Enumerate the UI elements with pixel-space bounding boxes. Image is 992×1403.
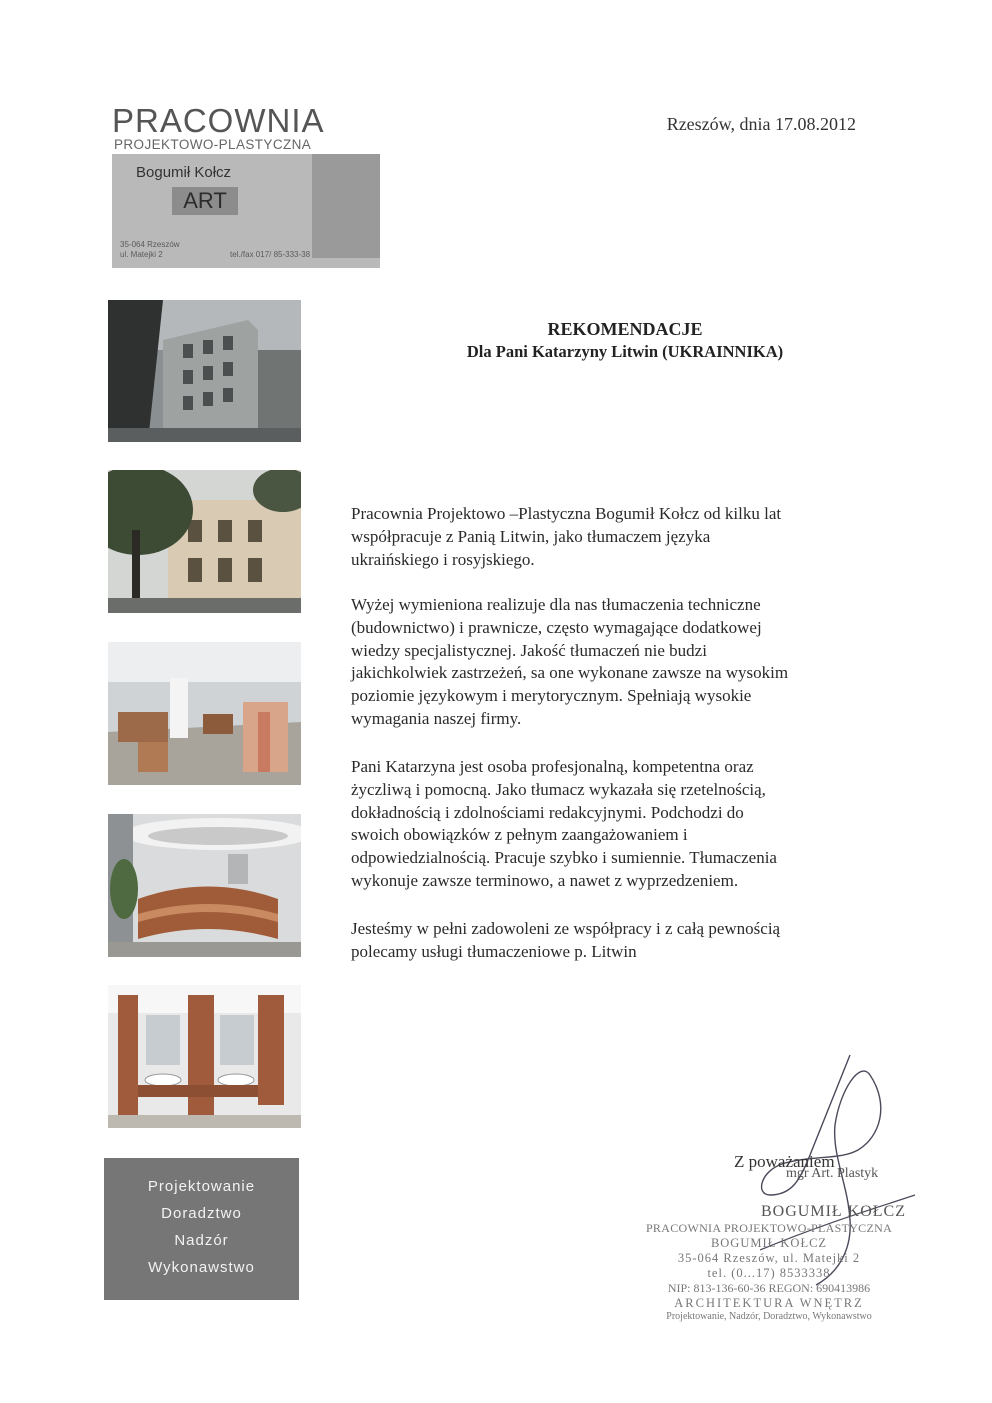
building-trees-photo xyxy=(108,470,301,613)
text-line: jakichkolwiek zastrzeżeń, sa one wykonane zawsze na wysokim xyxy=(351,663,789,683)
stamp-owner: BOGUMIŁ KOŁCZ xyxy=(710,1236,828,1250)
service-item: Nadzór xyxy=(174,1232,229,1249)
stamp-arch: ARCHITEKTURA WNĘTRZ xyxy=(674,1296,864,1310)
services-box xyxy=(104,1158,299,1300)
text-line: Wyżej wymieniona realizuje dla nas tłumaczenia techniczne xyxy=(351,595,761,614)
letter-subtitle: Dla Pani Katarzyny Litwin (UKRAINNIKA) xyxy=(466,342,784,361)
logo-telfax: tel./fax 017/ 85-333-38 xyxy=(230,250,311,259)
logo-title: PRACOWNIA xyxy=(112,102,325,139)
text-line: poziomie językowym i merytorycznym. Spełniają wysokie xyxy=(351,686,752,706)
text-line: Pani Katarzyna jest osoba profesjonalną, kompetentna oraz xyxy=(351,757,754,776)
letter-title: REKOMENDACJE xyxy=(547,319,703,339)
text-line: wiedzy specjalistycznej. Jakość tłumaczeń nie budzi xyxy=(351,640,707,660)
text-line: wymagania naszej firmy. xyxy=(351,708,522,728)
body-paragraph-4 xyxy=(351,918,871,964)
logo-address xyxy=(120,240,180,260)
company-logo xyxy=(104,100,380,268)
text-line: (budownictwo) i prawnicze, często wymagające dodatkowej xyxy=(351,617,762,637)
text-line: współpracuje z Panią Litwin, jako tłumaczem języka xyxy=(351,526,711,546)
service-item: Doradztwo xyxy=(161,1205,242,1222)
stamp-services: Projektowanie, Nadzór, Doradztwo, Wykonawstwo xyxy=(666,1311,872,1322)
text-line: życzliwą i pomocną. Jako tłumacz wykazała się rzetelnością, xyxy=(351,779,766,799)
text-line: ukraińskiego i rosyjskiego. xyxy=(351,549,535,569)
body-paragraph-1 xyxy=(351,503,871,571)
stamp-nip: NIP: 813-136-60-36 REGON: 690413986 xyxy=(667,1281,871,1295)
logo-box xyxy=(112,154,380,268)
bathroom-interior-render xyxy=(108,985,301,1128)
text-line: polecamy usługi tłumaczeniowe p. Litwin xyxy=(351,941,637,961)
logo-address-line2: ul. Matejki 2 xyxy=(120,250,163,259)
reception-interior-render xyxy=(108,814,301,957)
service-item: Projektowanie xyxy=(147,1178,256,1195)
closing-phrase: Z poważaniem xyxy=(734,1152,835,1171)
logo-address-line1: 35-064 Rzeszów xyxy=(120,240,180,249)
text-line: odpowiedzialnością. Pracuje szybko i sumiennie. Tłumaczenia xyxy=(351,848,777,868)
letter-date: Rzeszów, dnia 17.08.2012 xyxy=(666,114,856,134)
text-line: wykonuje zawsze terminowo, a nawet z wyprzedzeniem. xyxy=(351,870,739,890)
text-line: Pracownia Projektowo –Plastyczna Bogumił Kołcz od kilku lat xyxy=(351,504,782,523)
office-interior-render xyxy=(108,642,301,785)
stamp-address: 35-064 Rzeszów, ul. Matejki 2 xyxy=(677,1251,861,1265)
stamp-name: BOGUMIŁ KOŁCZ xyxy=(761,1203,906,1220)
body-paragraph-3 xyxy=(351,756,871,893)
body-paragraph-2 xyxy=(351,594,871,731)
service-item: Wykonawstwo xyxy=(148,1259,255,1276)
stamp-tel: tel. (0...17) 8533338 xyxy=(707,1266,831,1280)
building-street-photo xyxy=(108,300,301,442)
logo-owner: Bogumił Kołcz xyxy=(136,164,232,181)
text-line: dokładnością i zdolnościami redakcyjnymi. Podchodzi do xyxy=(351,802,744,822)
signatory-title: mgr Art. Plastyk xyxy=(786,1166,879,1181)
stamp-company: PRACOWNIA PROJEKTOWO-PLASTYCZNA xyxy=(645,1221,893,1235)
logo-art-badge: ART xyxy=(172,187,238,215)
logo-box-accent xyxy=(312,154,380,258)
text-line: swoich obowiązków z pełnym zaangażowaniem i xyxy=(351,825,688,845)
company-stamp xyxy=(624,1203,914,1322)
text-line: Jesteśmy w pełni zadowoleni ze współpracy i z całą pewnością xyxy=(351,919,781,938)
logo-subtitle: PROJEKTOWO-PLASTYCZNA xyxy=(114,137,312,152)
